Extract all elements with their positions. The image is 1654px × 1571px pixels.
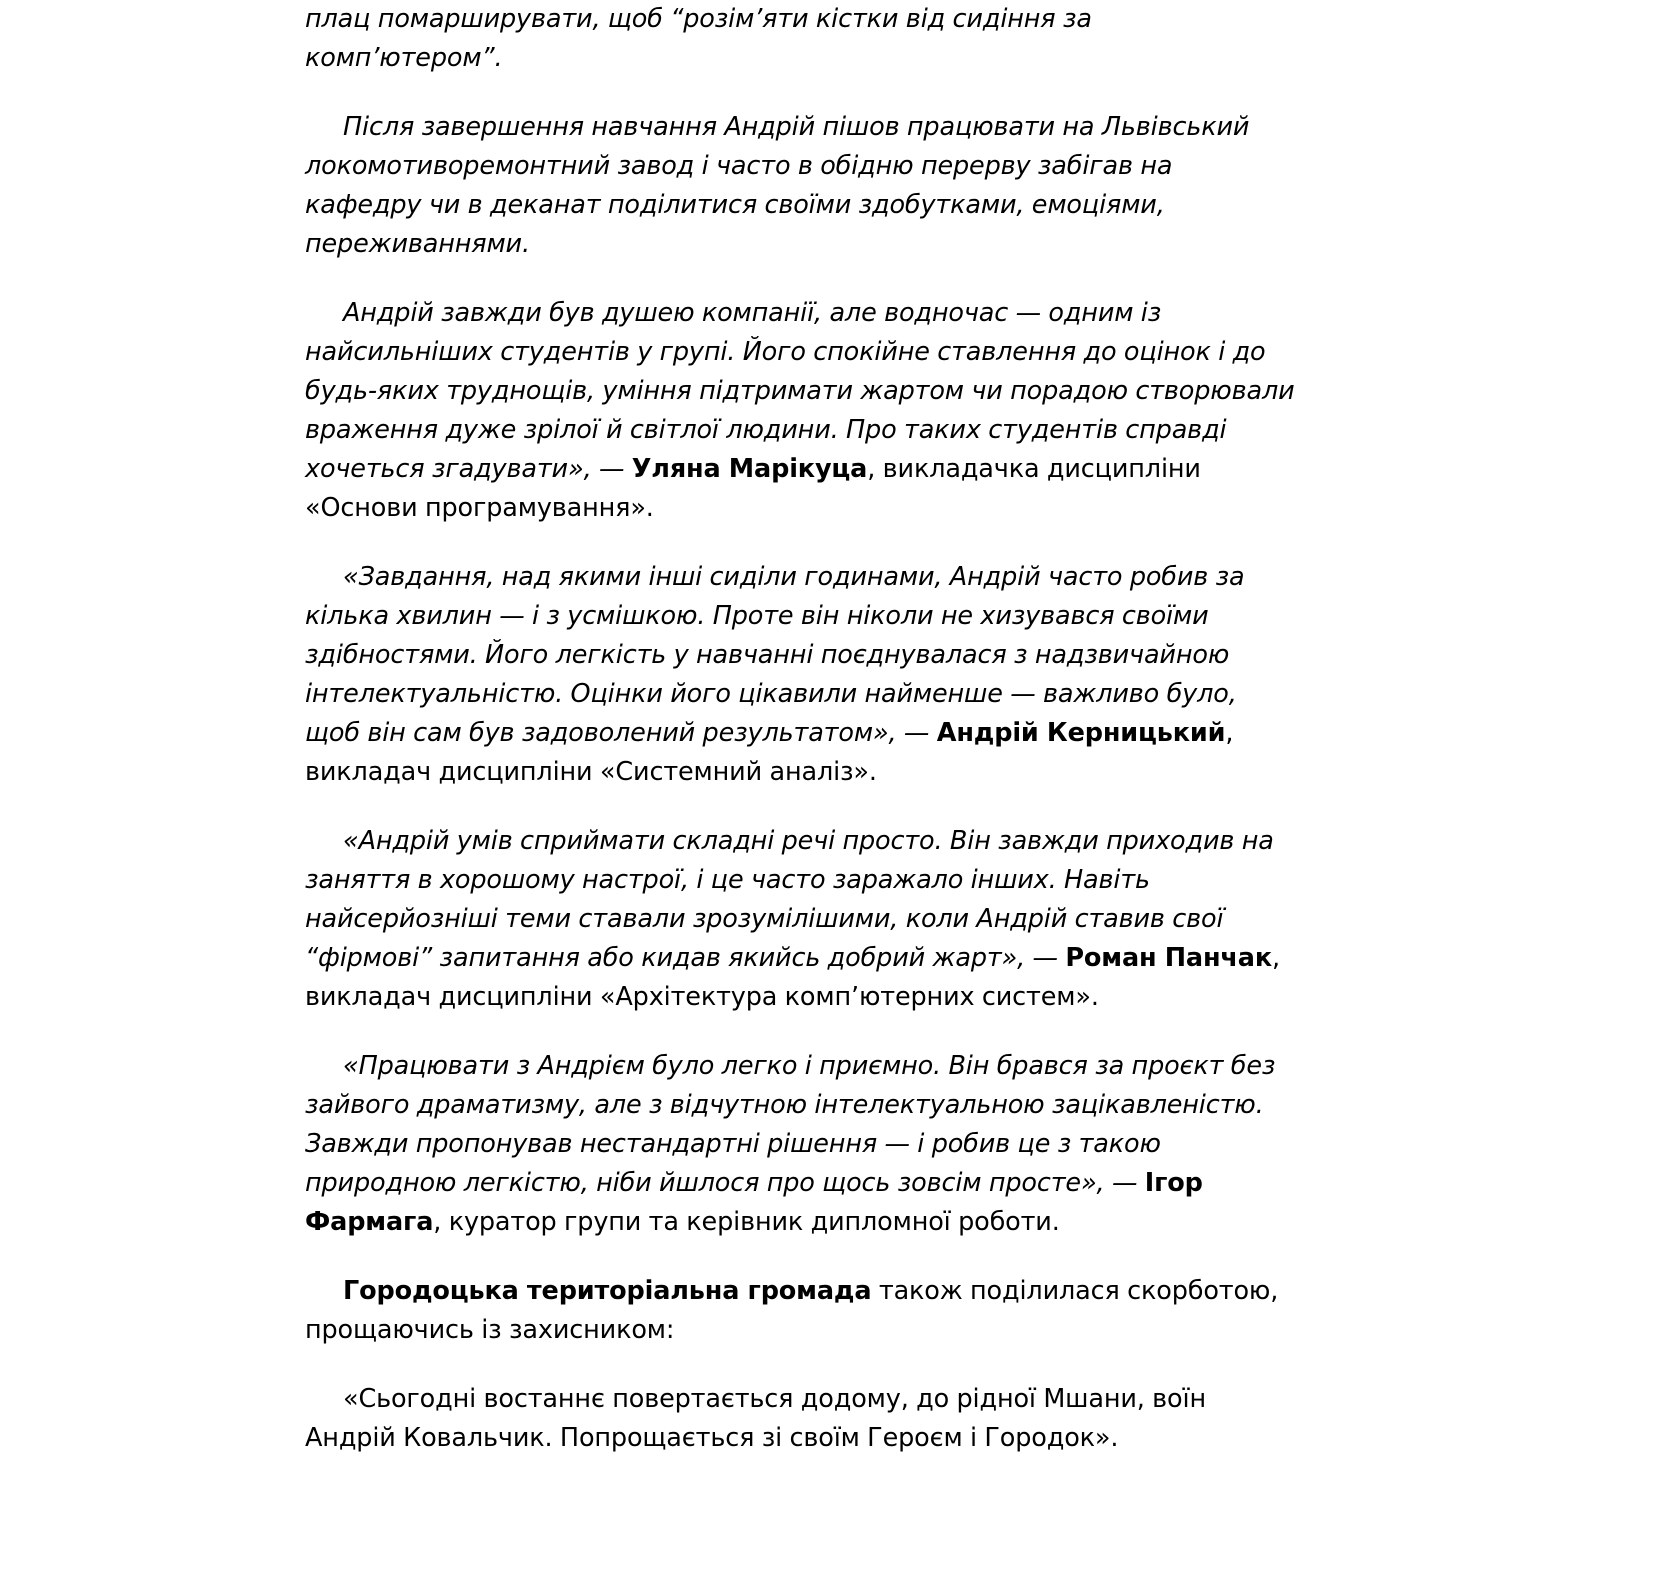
body-text: «Сьогодні востаннє повертається додому, до рідної Мшани, воїн Андрій Ковальчик. Попрощається зі своїм Героєм і Городок». [305, 1384, 1206, 1453]
quote-text: Андрій завжди був душею компанії, але водночас — одним із найсильніших студентів у групі. Його спокійне ставлення до оцінок і до будь-яких труднощів, уміння підтримати жартом чи порадою створювали враження дуже зрілої й світлої людини. Про таких студентів справді хочеться згадувати», — [305, 298, 1295, 484]
quote-text: плац помарширувати, щоб “розім’яти кістки від сидіння за комп’ютером”. [305, 4, 1092, 73]
person-name: Ігор Фармага [305, 1168, 1203, 1237]
paragraph [305, 558, 1295, 792]
paragraph [305, 1380, 1295, 1458]
paragraph [305, 294, 1295, 528]
person-name: Андрій Керницький [936, 718, 1226, 748]
person-name: Уляна Марікуца [631, 454, 868, 484]
person-name: Роман Панчак [1065, 943, 1273, 973]
paragraph [305, 0, 1295, 78]
body-text: також поділилася скорботою, прощаючись із захисником: [305, 1276, 1279, 1345]
paragraph [305, 108, 1295, 264]
paragraph [305, 1272, 1295, 1350]
body-text: , куратор групи та керівник дипломної роботи. [433, 1207, 1060, 1237]
body-text: , викладач дисципліни «Системний аналіз». [305, 718, 1234, 787]
quote-text: Після завершення навчання Андрій пішов працювати на Львівський локомотиворемонтний завод і часто в обідню перерву забігав на кафедру чи в деканат поділитися своїми здобутками, емоціями, переживаннями. [305, 112, 1250, 259]
quote-text: «Працювати з Андрієм було легко і приємно. Він брався за проєкт без зайвого драматизму, але з відчутною інтелектуальною зацікавленістю. Завжди пропонував нестандартні рішення — і робив це з такою природною легкістю, ніби йшлося про щось зовсім просте», — [305, 1051, 1276, 1198]
person-name: Городоцька територіальна громада [343, 1276, 872, 1306]
body-text: , викладач дисципліни «Архітектура комп’ютерних систем». [305, 943, 1280, 1012]
quote-text: «Андрій умів сприймати складні речі просто. Він завжди приходив на заняття в хорошому настрої, і це часто заражало інших. Навіть найсерйозніші теми ставали зрозумілішими, коли Андрій ставив свої “фірмові” запитання або кидав якийсь добрий жарт», — [305, 826, 1274, 973]
quote-text: «Завдання, над якими інші сиділи годинами, Андрій часто робив за кілька хвилин — і з усмішкою. Проте він ніколи не хизувався своїми здібностями. Його легкість у навчанні поєднувалася з надзвичайною інтелектуальністю. Оцінки його цікавили найменше — важливо було, щоб він сам був задоволений результатом», — [305, 562, 1245, 748]
paragraph [305, 1047, 1295, 1242]
paragraph [305, 822, 1295, 1017]
body-text: , викладачка дисципліни «Основи програмування». [305, 454, 1201, 523]
text-column [305, 0, 1295, 1488]
